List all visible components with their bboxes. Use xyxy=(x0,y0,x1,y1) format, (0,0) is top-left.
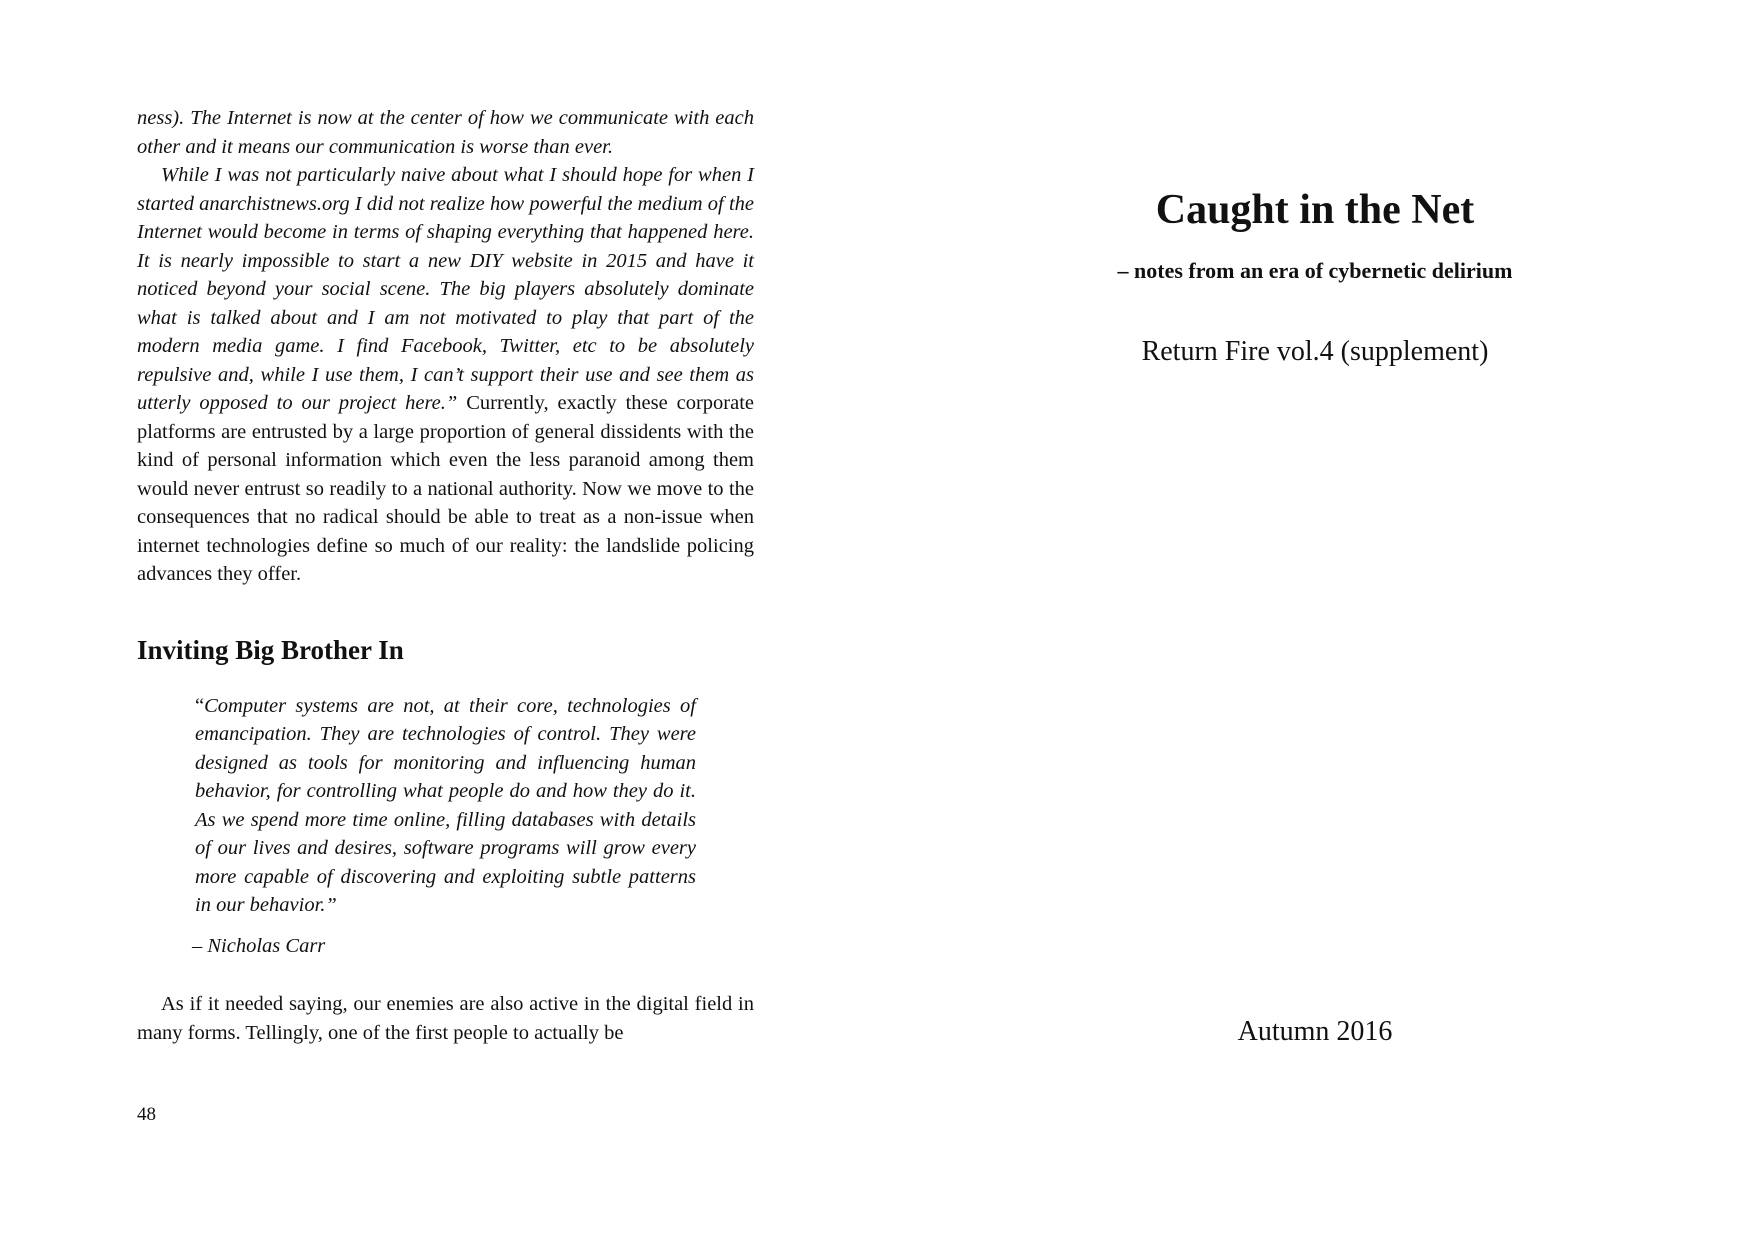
epigraph-quote xyxy=(195,692,696,920)
paragraph-anarchistnews xyxy=(137,161,754,589)
page-number: 48 xyxy=(137,1104,156,1125)
book-subtitle: – notes from an era of cybernetic delirium xyxy=(1117,258,1513,283)
open-quote-mark: “ xyxy=(195,694,205,717)
quoted-text: While I was not particularly naive about what I should hope for when I started anarchistnews.org I did not realize how powerful the medium of the Internet would become in terms of shaping everything that happened here. It is nearly impossible to start a new DIY website in 2015 and have it noticed beyond your social scene. The big players absolutely dominate what is talked about and I am not motivated to play that part of the modern media game. I find Facebook, Twitter, etc to be absolutely repulsive and, while I use them, I can’t support their use and see them as utterly opposed to our project here.” xyxy=(137,164,754,414)
section-heading: Inviting Big Brother In xyxy=(137,634,404,665)
quote-attribution: – Nicholas Carr xyxy=(192,934,326,957)
publication-date: Autumn 2016 xyxy=(1237,1016,1393,1047)
quote-text: Computer systems are not, at their core, technologies of emancipation. They are technologies of control. They were designed as tools for monitoring and influencing human behavior, for controlling what people do and how they do it. As we spend more time online, filling databases with details of our lives and desires, software programs will grow every more capable of discovering and exploiting subtle patterns in our behavior.” xyxy=(195,694,696,916)
commentary-text: Currently, exactly these corporate platforms are entrusted by a large proportion of general dissidents with the kind of personal information which even the less paranoid among them would never entrust so readily to a national authority. Now we move to the consequences that no radical should be able to treat as a non-issue when internet technologies define so much of our reality: the landslide policing advances they offer. xyxy=(137,392,754,585)
book-title: Caught in the Net xyxy=(1155,187,1475,233)
paragraph-enemies: As if it needed saying, our enemies are also active in the digital field in many forms. Tellingly, one of the first people to actually be xyxy=(137,993,754,1044)
publication-source: Return Fire vol.4 (supplement) xyxy=(1141,336,1489,367)
left-page xyxy=(137,104,754,1047)
paragraph-continued-quote: ness). The Internet is now at the center of how we communicate with each other and it means our communication is worse than ever. xyxy=(137,107,754,158)
